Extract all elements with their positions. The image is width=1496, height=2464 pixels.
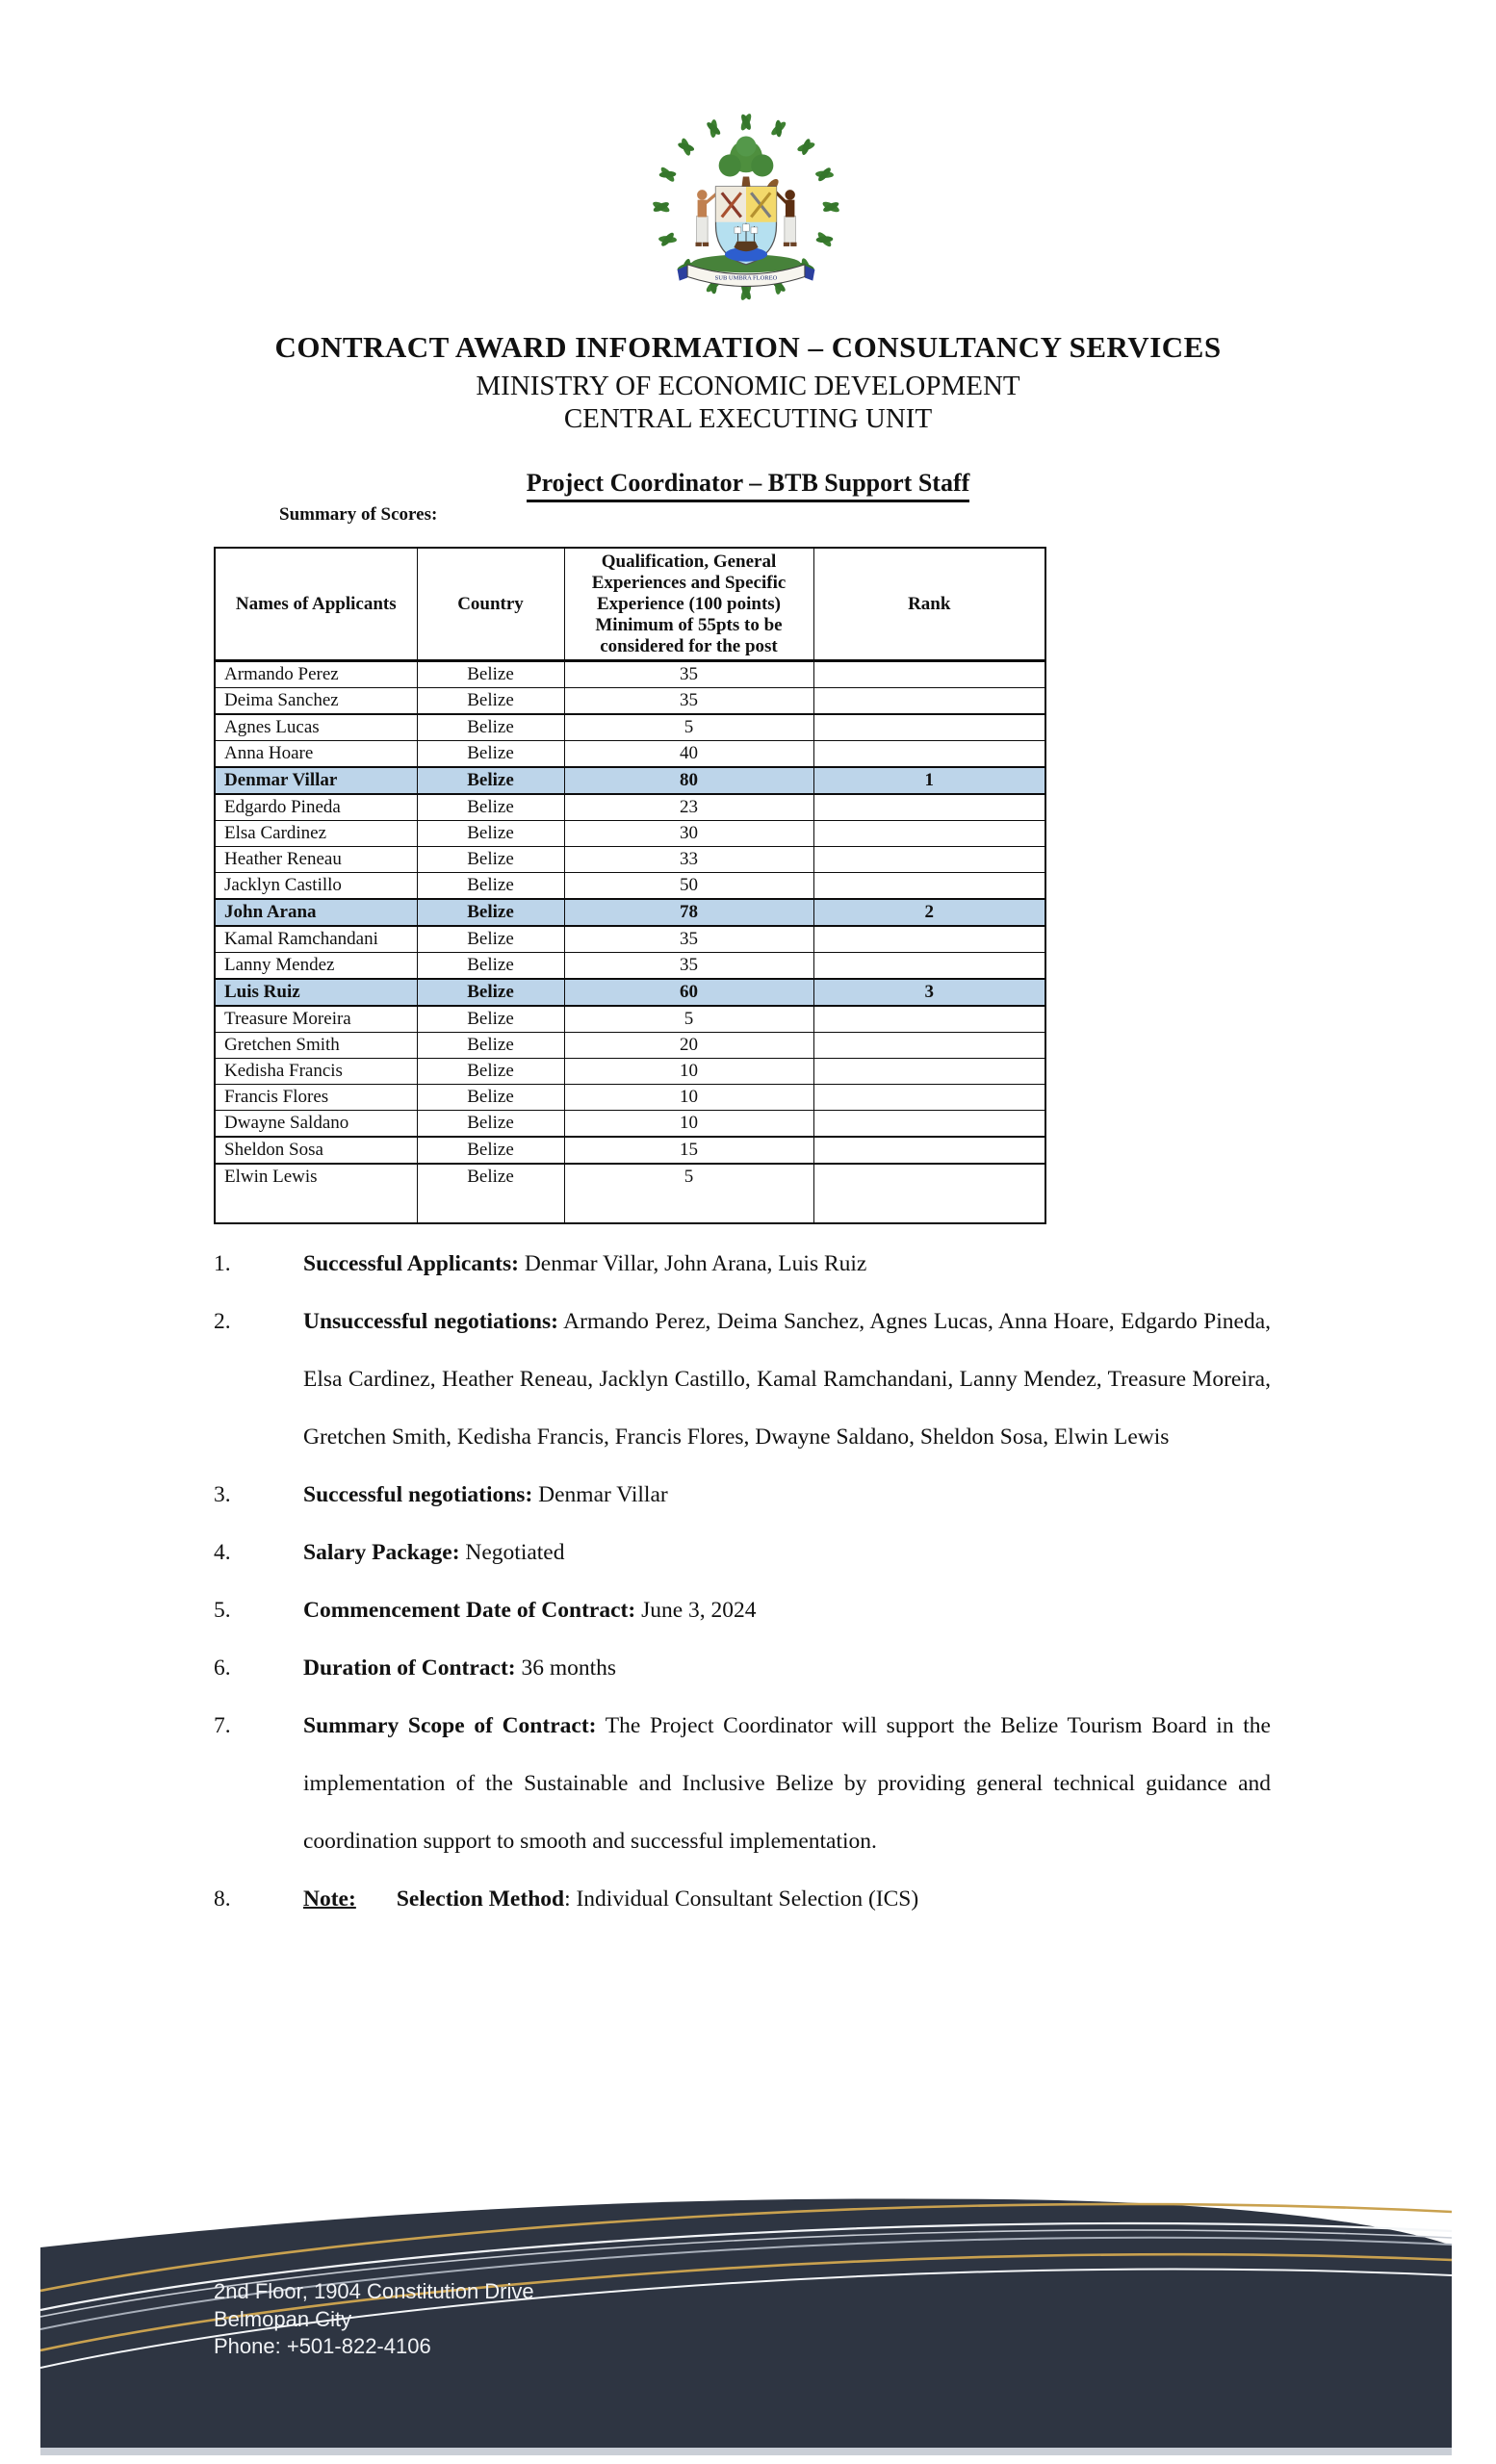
footer-phone: Phone: +501-822-4106 — [214, 2334, 431, 2358]
table-row: Sheldon Sosa Belize 15 — [215, 1137, 1045, 1164]
note-item-6 — [214, 1639, 1273, 1697]
coat-of-arms-icon — [645, 106, 847, 308]
col-header-qualification: Qualification, General Experiences and Specific Experience (100 points) Minimum of 55pts to be considered for the post — [564, 548, 813, 661]
note-item-4 — [214, 1524, 1273, 1581]
note-text: Armando Perez, Deima Sanchez, Agnes Lucas, Anna Hoare, Edgardo Pineda, Elsa Cardinez, Heather Reneau, Jacklyn Castillo, Kamal Ramchandani, Lanny Mendez, Treasure Moreira, Gretchen Smith, Kedisha Francis, Francis Flores, Dwayne Saldano, Sheldon Sosa, Elwin Lewis — [303, 1309, 1271, 1450]
table-row: Lanny Mendez Belize 35 — [215, 953, 1045, 980]
table-row: Jacklyn Castillo Belize 50 — [215, 873, 1045, 900]
note-label: Commencement Date of Contract: — [303, 1598, 636, 1623]
table-row: Kamal Ramchandani Belize 35 — [215, 926, 1045, 953]
note-text: : Individual Consultant Selection (ICS) — [564, 1886, 919, 1912]
note-label-2: Selection Method — [396, 1886, 565, 1912]
summary-of-scores-label: Summary of Scores: — [279, 504, 438, 525]
note-label: Summary Scope of Contract: — [303, 1713, 597, 1738]
note-item-8 — [214, 1870, 1273, 1928]
note-label: Successful negotiations: — [303, 1482, 533, 1507]
table-row: Treasure Moreira Belize 5 — [215, 1006, 1045, 1033]
note-item-3 — [214, 1466, 1273, 1524]
note-number: 6. — [214, 1656, 231, 1681]
footer-address-line-2: Belmopan City — [214, 2306, 352, 2331]
note-number: 2. — [214, 1309, 231, 1334]
belize-coat-of-arms-logo — [645, 106, 847, 308]
note-label: Successful Applicants: — [303, 1251, 519, 1276]
scores-table — [214, 547, 1046, 1224]
note-number: 5. — [214, 1598, 231, 1623]
note-number: 7. — [214, 1713, 231, 1738]
table-row: Dwayne Saldano Belize 10 — [215, 1111, 1045, 1138]
table-row: Elwin Lewis Belize 5 — [215, 1164, 1045, 1223]
table-row: Deima Sanchez Belize 35 — [215, 688, 1045, 715]
table-row: Armando Perez Belize 35 — [215, 661, 1045, 688]
col-header-names: Names of Applicants — [215, 548, 417, 661]
note-text: June 3, 2024 — [635, 1598, 757, 1623]
table-row: Elsa Cardinez Belize 30 — [215, 821, 1045, 847]
position-title-row — [0, 469, 1496, 502]
note-item-5 — [214, 1581, 1273, 1639]
unit-subtitle: CENTRAL EXECUTING UNIT — [563, 403, 933, 434]
note-label: Note: — [303, 1886, 356, 1912]
table-row: Kedisha Francis Belize 10 — [215, 1059, 1045, 1085]
table-row-highlighted: Luis Ruiz Belize 60 3 — [215, 979, 1045, 1006]
col-header-rank: Rank — [813, 548, 1045, 661]
col-header-country: Country — [417, 548, 564, 661]
page-title: CONTRACT AWARD INFORMATION – CONSULTANCY SERVICES — [274, 330, 1222, 364]
footer-address-line-1: 2nd Floor, 1904 Constitution Drive — [214, 2279, 534, 2303]
note-number: 1. — [214, 1251, 231, 1276]
note-number: 8. — [214, 1886, 231, 1912]
logo-motto-text: SUB UMBRA FLOREO — [714, 274, 778, 282]
table-row: Gretchen Smith Belize 20 — [215, 1033, 1045, 1059]
table-row: Agnes Lucas Belize 5 — [215, 714, 1045, 741]
notes-list — [214, 1235, 1273, 1928]
ministry-subtitle: MINISTRY OF ECONOMIC DEVELOPMENT — [476, 371, 1020, 401]
note-label: Unsuccessful negotiations: — [303, 1309, 558, 1334]
note-item-7 — [214, 1697, 1273, 1870]
table-header-row — [215, 548, 1045, 661]
note-label: Salary Package: — [303, 1540, 460, 1565]
note-number: 3. — [214, 1482, 231, 1507]
note-text: Denmar Villar, John Arana, Luis Ruiz — [518, 1251, 867, 1276]
note-label: Duration of Contract: — [303, 1656, 516, 1681]
table-row: Francis Flores Belize 10 — [215, 1085, 1045, 1111]
document-header — [0, 325, 1496, 435]
table-row: Anna Hoare Belize 40 — [215, 741, 1045, 768]
table-row-highlighted: John Arana Belize 78 2 — [215, 899, 1045, 926]
note-number: 4. — [214, 1540, 231, 1565]
note-item-2 — [214, 1293, 1273, 1466]
table-row-highlighted: Denmar Villar Belize 80 1 — [215, 767, 1045, 794]
note-text: Denmar Villar — [532, 1482, 668, 1507]
table-row: Edgardo Pineda Belize 23 — [215, 794, 1045, 821]
note-text: The Project Coordinator will support the Belize Tourism Board in the implementation of the Sustainable and Inclusive Belize by providing general technical guidance and coordination support to smooth and successful implementation. — [303, 1713, 1271, 1854]
footer-address-block — [214, 2278, 888, 2361]
note-item-1 — [214, 1235, 1273, 1293]
note-text: Negotiated — [459, 1540, 565, 1565]
position-title: Project Coordinator – BTB Support Staff — [527, 469, 970, 502]
note-text: 36 months — [515, 1656, 617, 1681]
table-row: Heather Reneau Belize 33 — [215, 847, 1045, 873]
